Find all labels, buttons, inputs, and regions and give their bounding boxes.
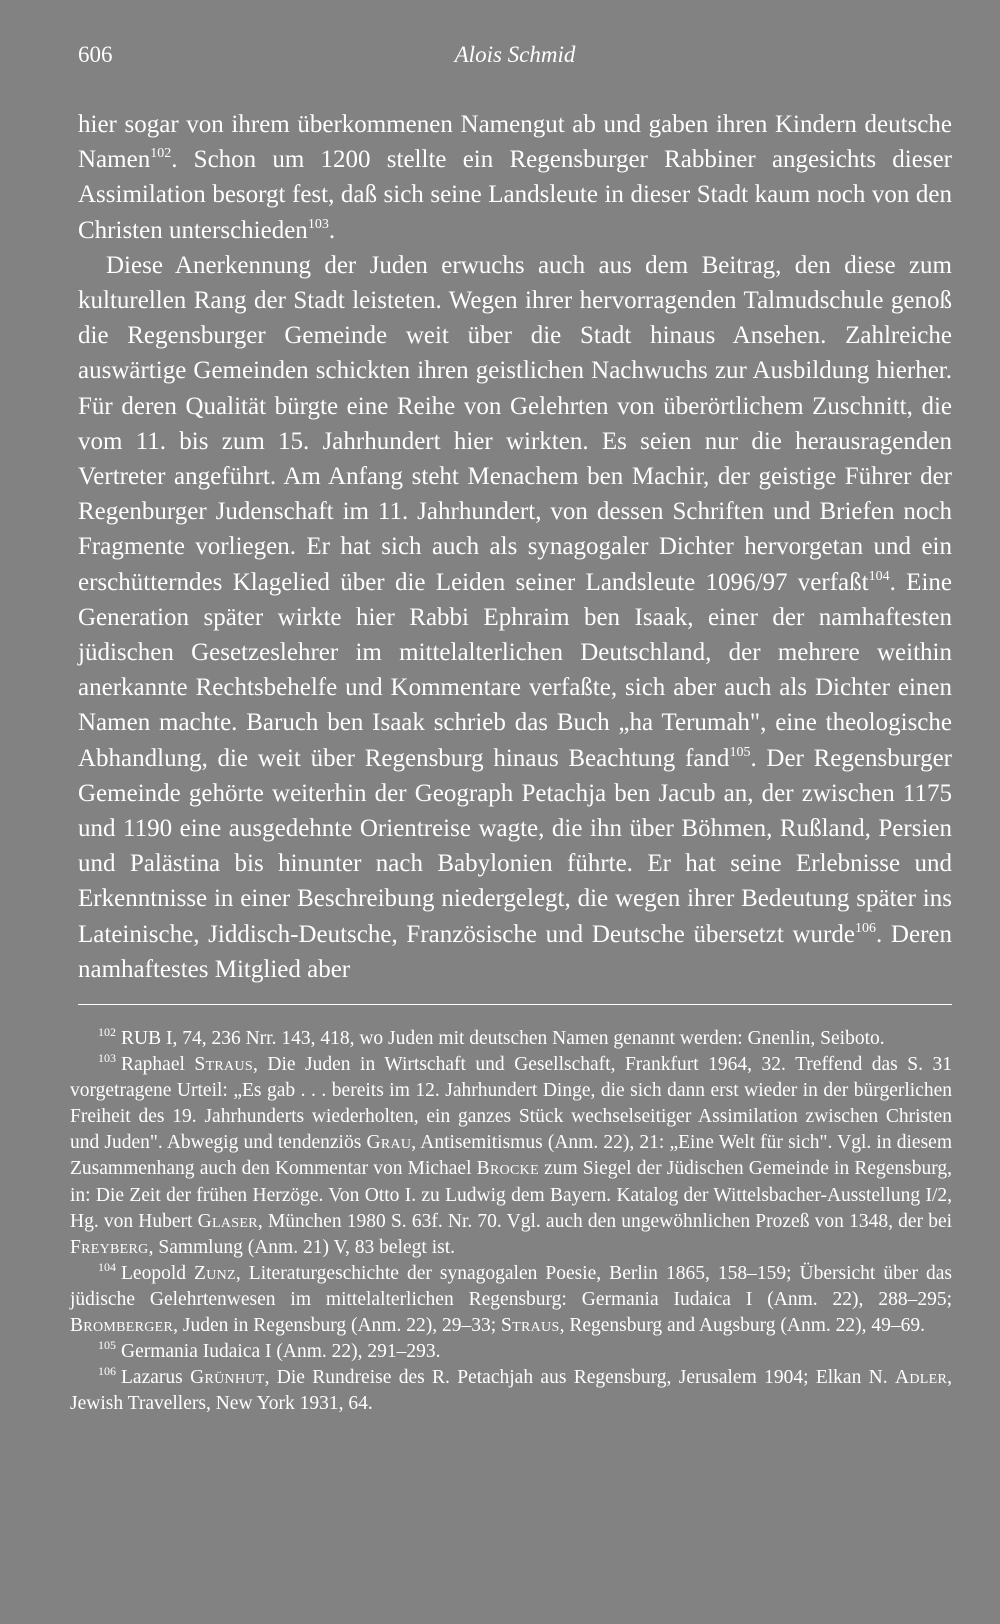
paragraph-2-text-c: . Der Regensburger Gemeinde gehörte weiterhin der Geograph Petachja ben Jacub an, der zwischen 1175 und 1190 eine ausgedehnte Orientreise wagte, die ihn über Böhmen, Rußland, Persien und Palästina bis hinunter nach Babylonien führte. Er hat seine Erlebnisse und Erkenntnisse in einer Beschreibung niedergelegt, die wegen ihrer Bedeutung später ins Lateinische, Jiddisch-Deutsche, Französische und Deutsche übersetzt wurde [78, 744, 952, 948]
author-name: Brocke [476, 1158, 539, 1180]
footnote-text: , Sammlung (Anm. 21) V, 83 belegt ist. [148, 1236, 455, 1258]
author-name: Straus [194, 1054, 253, 1076]
author-name: Freyberg [70, 1236, 149, 1258]
footnote-103 [70, 1052, 952, 1261]
paragraph-1-text-c: . [328, 216, 336, 244]
footnote-number: 102 [98, 1025, 116, 1039]
page-number: 606 [78, 42, 113, 67]
footnote-ref-102[interactable]: 102 [150, 146, 172, 162]
footnote-104 [70, 1261, 952, 1339]
footnote-text: , München 1980 S. 63f. Nr. 70. Vgl. auch den ungewöhnlichen Prozeß von 1348, der bei [257, 1210, 953, 1232]
footnote-ref-105[interactable]: 105 [729, 744, 751, 760]
body-text [78, 107, 952, 987]
footnote-number: 106 [98, 1364, 116, 1379]
footnotes [70, 1026, 952, 1417]
author-name: Zunz [194, 1262, 236, 1284]
paragraph-2 [78, 248, 952, 987]
author-name: Straus [501, 1315, 560, 1337]
paragraph-2-text-a: Diese Anerkennung der Juden erwuchs auch aus dem Beitrag, den diese zum kulturellen Rang der Stadt leisteten. Wegen ihrer hervorragenden Talmudschule genoß die Regensburger Gemeinde weit über die Stadt hinaus Ansehen. Zahlreiche auswärtige Gemeinden schickten ihren geistlichen Nachwuchs zur Ausbildung hierher. Für deren Qualität bürgte eine Reihe von Gelehrten von überörtlichem Zuschnitt, die vom 11. bis zum 15. Jahrhundert hier wirkten. Es seien nur die herausragenden Vertreter angeführt. Am Anfang steht Menachem ben Machir, der geistige Führer der Regenburger Judenschaft im 11. Jahrhundert, von dessen Schriften und Briefen noch Fragmente vorliegen. Er hat sich auch als synagogaler Dichter hervorgetan und ein erschütterndes Klagelied über die Leiden seiner Landsleute 1096/97 verfaßt [78, 251, 952, 596]
footnote-text: , Antisemitismus (Anm. 22), 21: „Eine Welt für sich". Vgl. in diesem Zusammenhang auch den Kommentar von Michael [70, 1132, 952, 1180]
footnote-ref-104[interactable]: 104 [868, 568, 890, 584]
paragraph-2-text-d: . Deren namhaftestes Mitglied aber [78, 920, 952, 983]
footnote-106 [70, 1365, 952, 1417]
footnote-text: , Jewish Travellers, New York 1931, 64. [70, 1367, 952, 1415]
footnote-text: , Die Juden in Wirtschaft und Gesellschaft, Frankfurt 1964, 32. Treffend das S. 31 vorgetragene Urteil: „Es gab . . . bereits im 12. Jahrhundert Dinge, die sich dann erst wieder in der bürgerlichen Freiheit des 19. Jahrhunderts wiederholten, ein ganzes Stück wechselseitiger Assimilation zwischen Christen und Juden". Abwegig und tendenziös [70, 1054, 953, 1154]
paragraph-1-text-b: . Schon um 1200 stellte ein Regensburger Rabbiner angesichts dieser Assimilation besorgt fest, daß sich seine Landsleute in dieser Stadt kaum noch von den Christen unterschieden [78, 146, 952, 244]
footnote-text: Lazarus [121, 1367, 183, 1389]
paragraph-1-text-a: hier sogar von ihrem überkommenen Namengut ab und gaben ihren Kindern deutsche Namen [78, 111, 952, 174]
author-name: Bromberger [70, 1315, 174, 1337]
footnote-ref-106[interactable]: 106 [854, 920, 876, 936]
author-name: Grünhut [190, 1367, 265, 1389]
running-head: Alois Schmid [454, 42, 576, 67]
footnote-number: 103 [98, 1051, 116, 1066]
footnote-text: zum Siegel der Jüdischen Gemeinde in Regensburg, in: Die Zeit der frühen Herzöge. Von Otto I. zu Ludwig dem Bayern. Katalog der Wittelsbacher-Ausstellung I/2, Hg. von Hubert [70, 1158, 953, 1232]
author-name: Grau [366, 1132, 412, 1154]
footnote-number: 104 [98, 1259, 116, 1274]
author-name: Glaser [197, 1210, 258, 1232]
footnote-105 [70, 1339, 952, 1365]
footnote-ref-103[interactable]: 103 [307, 216, 329, 232]
footnote-102 [70, 1026, 952, 1052]
footnote-text: , Die Rundreise des R. Petachjah aus Regensburg, Jerusalem 1904; Elkan N. [264, 1367, 888, 1389]
footnote-number: 105 [98, 1338, 116, 1353]
footnote-text: , Literaturgeschichte der synagogalen Poesie, Berlin 1865, 158–159; Übersicht über das jüdische Gelehrtenwesen im mittelalterlichen Regensburg: Germania Iudaica I (Anm. 22), 288–295; [70, 1262, 953, 1310]
page-header [78, 38, 952, 78]
paragraph-2-text-b: . Eine Generation später wirkte hier Rabbi Ephraim ben Isaak, einer der namhaftesten jüdischen Gesetzeslehrer im mittelalterlichen Deutschland, der mehrere weithin anerkannte Rechtsbehelfe und Kommentare verfaßte, sich aber auch als Dichter einen Namen machte. Baruch ben Isaak schrieb das Buch „ha Terumah", eine theologische Abhandlung, die weit über Regensburg hinaus Beachtung fand [78, 568, 952, 772]
footnote-text: RUB I, 74, 236 Nrr. 143, 418, wo Juden mit deutschen Namen genannt werden: Gnenlin, Seiboto. [121, 1028, 885, 1049]
footnote-text: , Regensburg and Augsburg (Anm. 22), 49–69. [559, 1315, 925, 1337]
footnote-text: Raphael [121, 1054, 185, 1076]
author-name: Adler [894, 1367, 948, 1389]
footnote-text: Leopold [121, 1262, 186, 1284]
paragraph-1 [78, 107, 952, 248]
footnote-divider [78, 1004, 952, 1005]
footnote-text: , Juden in Regensburg (Anm. 22), 29–33; [173, 1315, 497, 1337]
footnote-text: Germania Iudaica I (Anm. 22), 291–293. [121, 1341, 441, 1363]
